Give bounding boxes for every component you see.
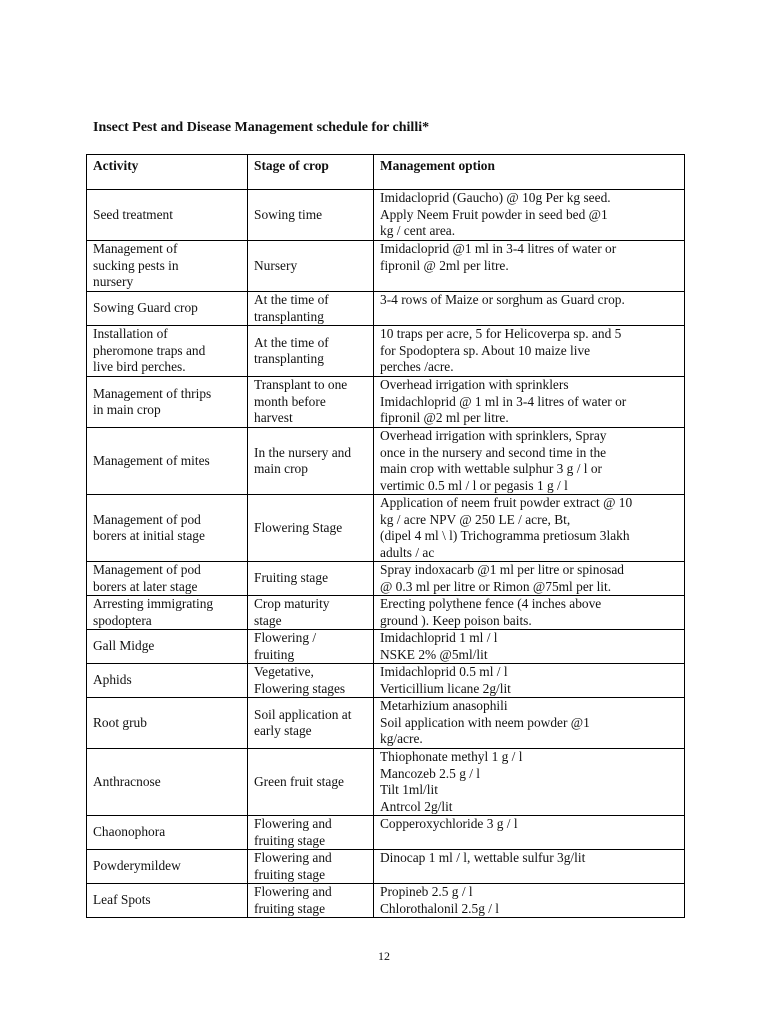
cell-line: Seed treatment bbox=[93, 206, 173, 222]
activity-cell bbox=[87, 292, 248, 326]
activity-cell bbox=[87, 698, 248, 749]
table-row bbox=[87, 816, 685, 850]
cell-line: Management of pod bbox=[93, 511, 201, 527]
cell-line: ground ). Keep poison baits. bbox=[380, 612, 532, 628]
cell-line: Installation of bbox=[93, 326, 168, 342]
cell-line: vertimic 0.5 ml / l or pegasis 1 g / l bbox=[380, 477, 568, 493]
management-option-cell bbox=[374, 377, 685, 428]
table-row bbox=[87, 850, 685, 884]
cell-line: Overhead irrigation with sprinklers bbox=[380, 377, 569, 392]
cell-line: early stage bbox=[254, 723, 312, 738]
cell-line: stage bbox=[254, 612, 282, 628]
activity-cell bbox=[87, 190, 248, 241]
stage-cell bbox=[248, 749, 374, 816]
header-activity: Activity bbox=[87, 155, 248, 190]
table-row bbox=[87, 630, 685, 664]
stage-cell bbox=[248, 241, 374, 292]
stage-cell bbox=[248, 664, 374, 698]
cell-line: Flowering Stage bbox=[254, 519, 343, 535]
cell-line: Flowering / bbox=[254, 630, 317, 645]
activity-cell bbox=[87, 562, 248, 596]
activity-cell bbox=[87, 377, 248, 428]
activity-cell bbox=[87, 241, 248, 292]
stage-cell bbox=[248, 850, 374, 884]
table-row bbox=[87, 664, 685, 698]
management-option-cell bbox=[374, 816, 685, 850]
cell-line: fipronil @2 ml per litre. bbox=[380, 410, 509, 425]
cell-line: Fruiting stage bbox=[254, 570, 329, 586]
cell-line: Dinocap 1 ml / l, wettable sulfur 3g/lit bbox=[380, 850, 586, 865]
activity-cell bbox=[87, 428, 248, 495]
cell-line: Flowering stages bbox=[254, 680, 346, 696]
cell-line: spodoptera bbox=[93, 612, 152, 628]
cell-line: kg / cent area. bbox=[380, 223, 456, 238]
cell-line: borers at later stage bbox=[93, 578, 198, 594]
management-option-cell bbox=[374, 292, 685, 326]
cell-line: Antrcol 2g/lit bbox=[380, 798, 453, 814]
cell-line: Imidachloprid 0.5 ml / l bbox=[380, 664, 508, 679]
cell-line: Management of pod bbox=[93, 562, 201, 577]
cell-line: Leaf Spots bbox=[93, 892, 151, 908]
cell-line: Imidachloprid @ 1 ml in 3-4 litres of water or bbox=[380, 393, 627, 409]
stage-cell bbox=[248, 816, 374, 850]
cell-line: Erecting polythene fence (4 inches above bbox=[380, 596, 602, 611]
cell-line: kg / acre NPV @ 250 LE / acre, Bt, bbox=[380, 511, 571, 527]
stage-cell bbox=[248, 428, 374, 495]
activity-cell bbox=[87, 630, 248, 664]
table-row bbox=[87, 562, 685, 596]
cell-line: Sowing Guard crop bbox=[93, 300, 198, 316]
stage-cell bbox=[248, 326, 374, 377]
cell-line: Management of thrips bbox=[93, 385, 212, 401]
table-row bbox=[87, 190, 685, 241]
activity-cell bbox=[87, 596, 248, 630]
stage-cell bbox=[248, 190, 374, 241]
cell-line: Imidachloprid 1 ml / l bbox=[380, 630, 498, 645]
management-option-cell bbox=[374, 562, 685, 596]
management-option-cell bbox=[374, 241, 685, 292]
cell-line: month before bbox=[254, 393, 326, 409]
management-option-cell bbox=[374, 884, 685, 918]
cell-line: Propineb 2.5 g / l bbox=[380, 884, 473, 899]
table-row bbox=[87, 377, 685, 428]
cell-line: for Spodoptera sp. About 10 maize live bbox=[380, 342, 591, 358]
stage-cell bbox=[248, 596, 374, 630]
cell-line: Flowering and bbox=[254, 850, 332, 865]
cell-line: kg/acre. bbox=[380, 731, 423, 746]
cell-line: Flowering and bbox=[254, 884, 332, 899]
cell-line: Green fruit stage bbox=[254, 773, 344, 789]
cell-line: nursery bbox=[93, 274, 134, 290]
management-option-cell bbox=[374, 326, 685, 377]
cell-line: Vegetative, bbox=[254, 664, 314, 679]
cell-line: transplanting bbox=[254, 351, 324, 366]
stage-cell bbox=[248, 292, 374, 326]
cell-line: (dipel 4 ml \ l) Trichogramma pretiosum 3lakh bbox=[380, 528, 630, 543]
cell-line: once in the nursery and second time in the bbox=[380, 444, 607, 460]
cell-line: sucking pests in bbox=[93, 257, 179, 273]
cell-line: Powderymildew bbox=[93, 858, 181, 874]
cell-line: @ 0.3 ml per litre or Rimon @75ml per lit. bbox=[380, 578, 612, 594]
activity-cell bbox=[87, 850, 248, 884]
cell-line: Soil application at bbox=[254, 706, 352, 722]
cell-line: Root grub bbox=[93, 714, 147, 730]
cell-line: Spray indoxacarb @1 ml per litre or spinosad bbox=[380, 562, 625, 577]
cell-line: Mancozeb 2.5 g / l bbox=[380, 765, 481, 781]
table-row bbox=[87, 495, 685, 562]
cell-line: adults / ac bbox=[380, 544, 435, 560]
cell-line: 3-4 rows of Maize or sorghum as Guard crop. bbox=[380, 292, 625, 307]
table-header-row bbox=[87, 155, 685, 190]
cell-line: Metarhizium anasophili bbox=[380, 698, 508, 713]
management-schedule-table bbox=[86, 154, 685, 918]
management-option-cell bbox=[374, 749, 685, 816]
cell-line: live bird perches. bbox=[93, 359, 186, 375]
activity-cell bbox=[87, 664, 248, 698]
activity-cell bbox=[87, 884, 248, 918]
management-option-cell bbox=[374, 495, 685, 562]
table-row bbox=[87, 326, 685, 377]
activity-cell bbox=[87, 816, 248, 850]
table-body bbox=[87, 190, 685, 918]
cell-line: In the nursery and bbox=[254, 444, 352, 460]
stage-cell bbox=[248, 630, 374, 664]
management-option-cell bbox=[374, 850, 685, 884]
cell-line: Gall Midge bbox=[93, 638, 155, 654]
table-row bbox=[87, 428, 685, 495]
cell-line: Imidacloprid (Gaucho) @ 10g Per kg seed. bbox=[380, 190, 611, 205]
stage-cell bbox=[248, 698, 374, 749]
cell-line: fruiting stage bbox=[254, 832, 326, 848]
cell-line: Anthracnose bbox=[93, 773, 161, 789]
cell-line: Aphids bbox=[93, 672, 132, 688]
cell-line: Nursery bbox=[254, 257, 298, 273]
stage-cell bbox=[248, 884, 374, 918]
cell-line: Imidacloprid @1 ml in 3-4 litres of water or bbox=[380, 241, 617, 256]
cell-line: fruiting stage bbox=[254, 866, 326, 882]
cell-line: 10 traps per acre, 5 for Helicoverpa sp. and 5 bbox=[380, 326, 622, 341]
cell-line: Arresting immigrating bbox=[93, 596, 214, 611]
cell-line: Overhead irrigation with sprinklers, Spray bbox=[380, 428, 607, 443]
cell-line: Application of neem fruit powder extract @ 10 bbox=[380, 495, 633, 510]
cell-line: Flowering and bbox=[254, 816, 332, 831]
cell-line: fruiting stage bbox=[254, 900, 326, 916]
cell-line: Verticillium licane 2g/lit bbox=[380, 680, 511, 696]
cell-line: Management of mites bbox=[93, 452, 210, 468]
cell-line: fipronil @ 2ml per litre. bbox=[380, 257, 509, 273]
table-row bbox=[87, 241, 685, 292]
stage-cell bbox=[248, 495, 374, 562]
cell-line: transplanting bbox=[254, 308, 324, 324]
table-row bbox=[87, 884, 685, 918]
cell-line: fruiting bbox=[254, 646, 295, 662]
cell-line: At the time of bbox=[254, 292, 329, 307]
cell-line: pheromone traps and bbox=[93, 342, 206, 358]
cell-line: main crop with wettable sulphur 3 g / l or bbox=[380, 461, 603, 476]
cell-line: Sowing time bbox=[254, 206, 323, 222]
management-option-cell bbox=[374, 428, 685, 495]
cell-line: Apply Neem Fruit powder in seed bed @1 bbox=[380, 206, 608, 222]
activity-cell bbox=[87, 495, 248, 562]
cell-line: harvest bbox=[254, 410, 293, 426]
header-management-option: Management option bbox=[374, 155, 685, 190]
cell-line: Thiophonate methyl 1 g / l bbox=[380, 749, 523, 764]
table-row bbox=[87, 292, 685, 326]
stage-cell bbox=[248, 377, 374, 428]
cell-line: Soil application with neem powder @1 bbox=[380, 714, 590, 730]
management-option-cell bbox=[374, 190, 685, 241]
management-option-cell bbox=[374, 596, 685, 630]
activity-cell bbox=[87, 749, 248, 816]
table-row bbox=[87, 596, 685, 630]
cell-line: At the time of bbox=[254, 334, 329, 350]
table-row bbox=[87, 749, 685, 816]
activity-cell bbox=[87, 326, 248, 377]
cell-line: Chaonophora bbox=[93, 824, 166, 840]
management-option-cell bbox=[374, 630, 685, 664]
cell-line: borers at initial stage bbox=[93, 528, 205, 543]
management-option-cell bbox=[374, 664, 685, 698]
page-title: Insect Pest and Disease Management schedule for chilli* bbox=[93, 120, 430, 135]
stage-cell bbox=[248, 562, 374, 596]
cell-line: in main crop bbox=[93, 402, 161, 417]
cell-line: Copperoxychloride 3 g / l bbox=[380, 816, 518, 831]
cell-line: main crop bbox=[254, 461, 308, 476]
page-number: 12 bbox=[378, 949, 390, 963]
table-row bbox=[87, 698, 685, 749]
management-option-cell bbox=[374, 698, 685, 749]
cell-line: Chlorothalonil 2.5g / l bbox=[380, 900, 500, 916]
cell-line: perches /acre. bbox=[380, 359, 454, 374]
cell-line: Crop maturity bbox=[254, 596, 330, 611]
cell-line: Tilt 1ml/lit bbox=[380, 782, 438, 797]
cell-line: Management of bbox=[93, 241, 178, 257]
cell-line: NSKE 2% @5ml/lit bbox=[380, 646, 488, 662]
header-stage-of-crop: Stage of crop bbox=[248, 155, 374, 190]
cell-line: Transplant to one bbox=[254, 377, 348, 393]
